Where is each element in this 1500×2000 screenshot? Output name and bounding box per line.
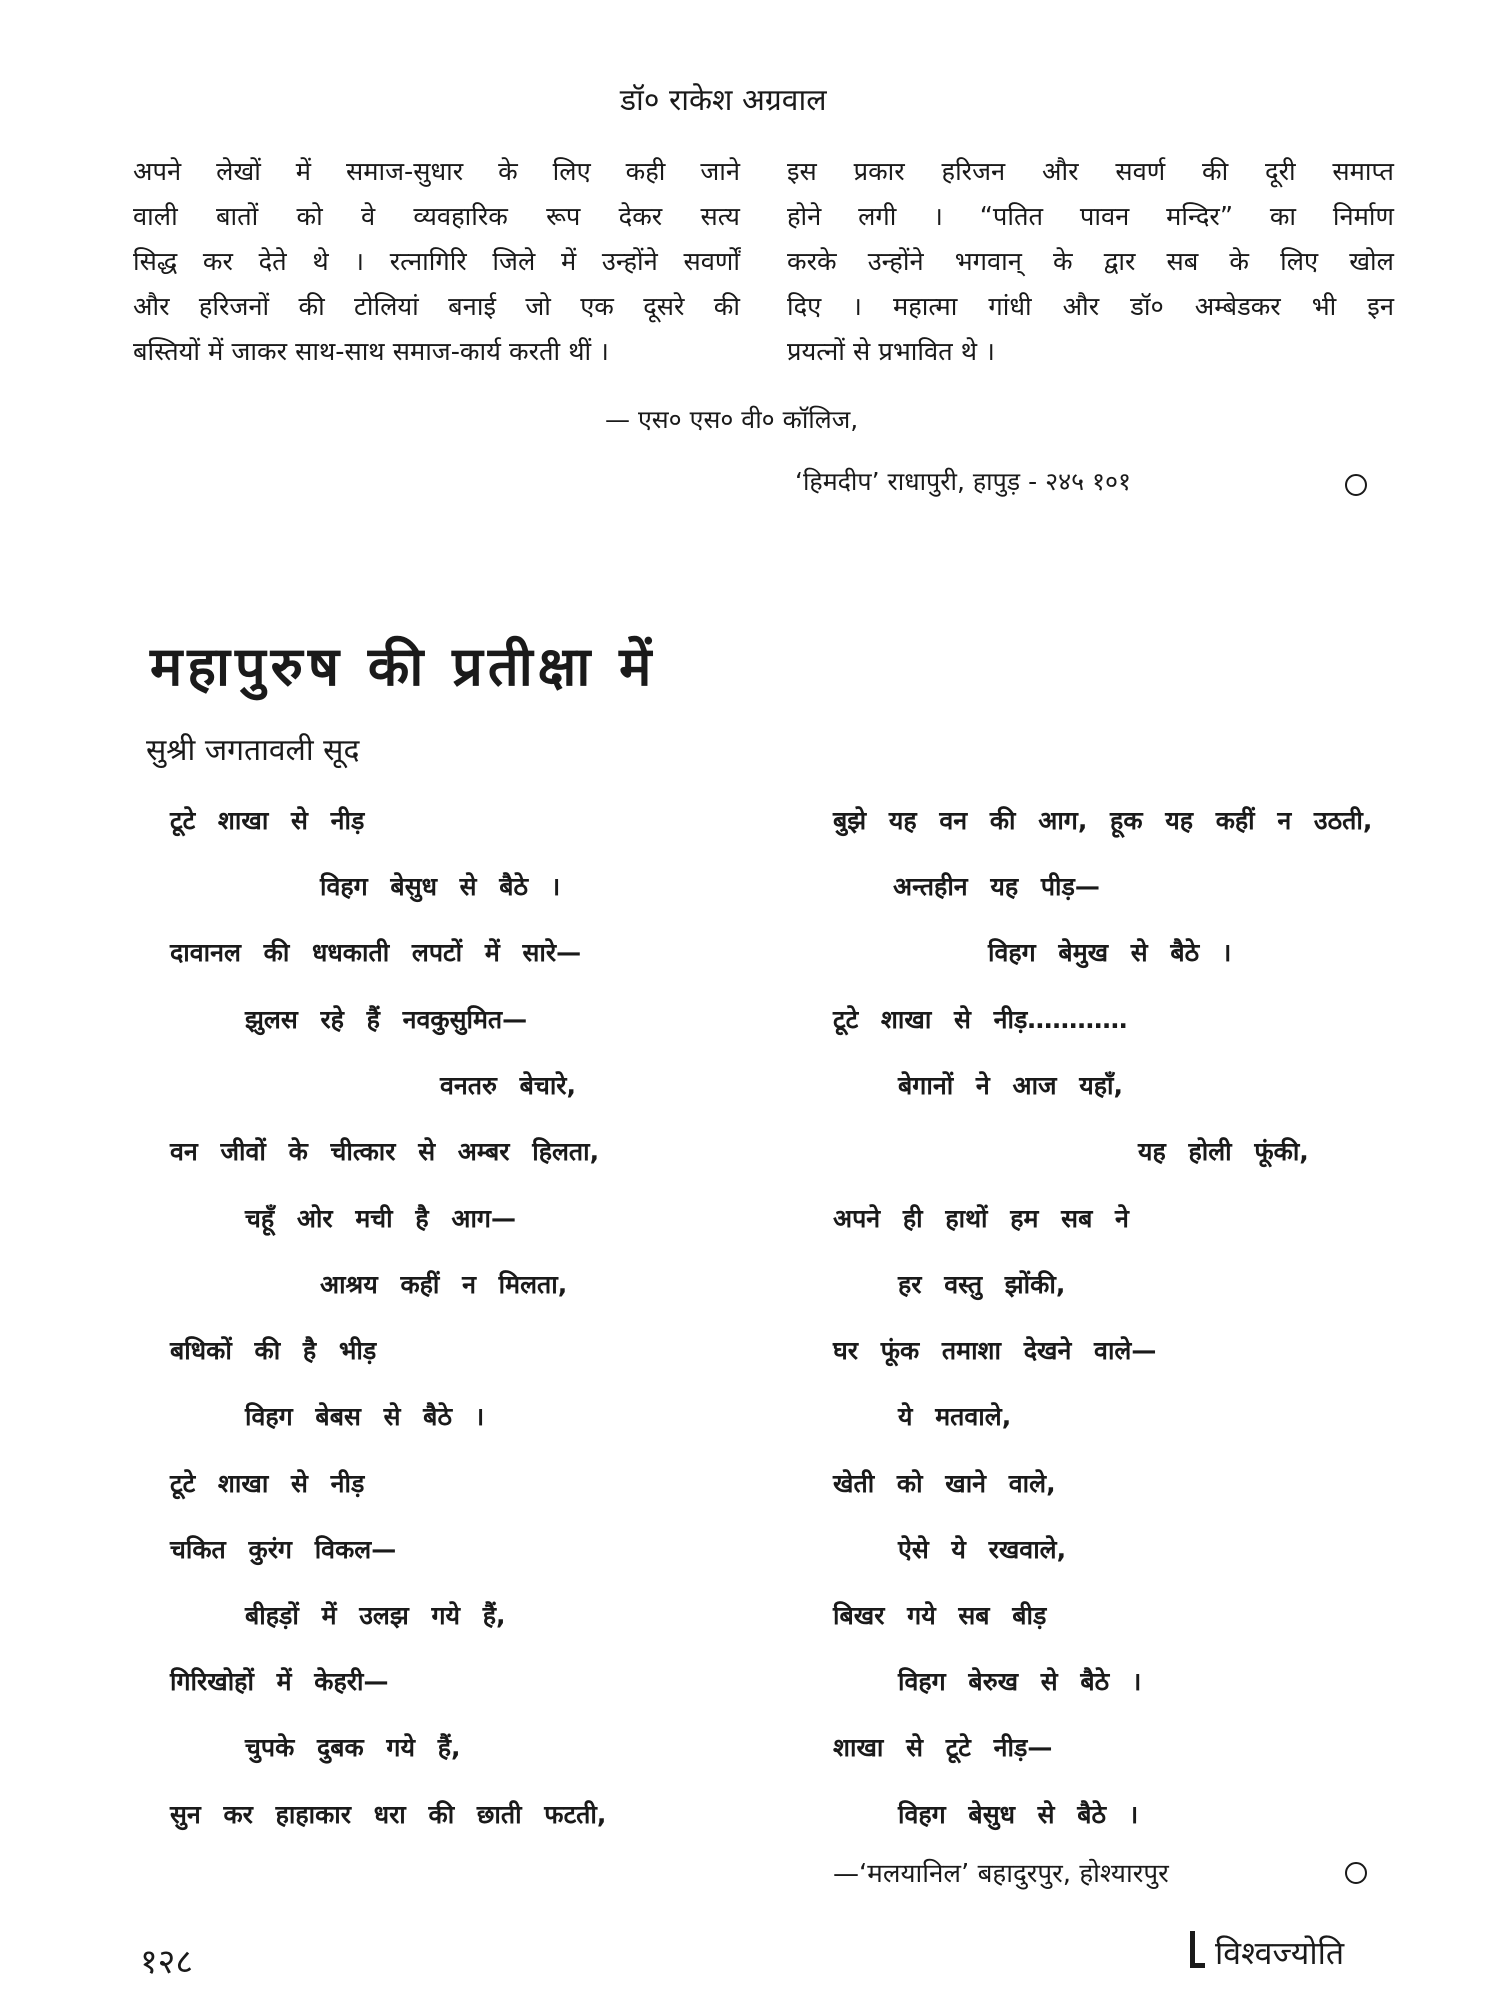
poem-line: खेती को खाने वाले, [833,1469,1056,1498]
poem-line: चुपके दुबक गये हैं, [245,1733,461,1762]
paragraph-line: और हरिजनों की टोलियां बनाई जो एक दूसरे की [133,292,740,322]
poem-line: टूटे शाखा से नीड़ [170,806,365,835]
poem-line: अपने ही हाथों हम सब ने [833,1204,1129,1233]
poem-line: विहग बेमुख से बैठे । [988,938,1232,967]
poem-line: हर वस्तु झोंकी, [898,1270,1066,1299]
poem-line: चकित कुरंग विकल— [170,1535,397,1564]
address-text: ‘हिमदीप’ राधापुरी, हापुड़ - २४५ १०१ [795,467,1132,496]
article-author: डॉ० राकेश अग्रवाल [620,83,827,118]
poem-end-circle-icon [1345,1862,1367,1884]
author-affiliation-college: — एस० एस० वी० कॉलिज, [605,405,859,434]
poem-line: बेगानों ने आज यहाँ, [898,1071,1124,1100]
article-column-right [787,150,1394,375]
poem-line: शाखा से टूटे नीड़— [833,1733,1053,1762]
journal-title: विश्वज्योति [1215,1934,1345,1972]
paragraph-line: सिद्ध कर देते थे । रत्नागिरि जिले में उन्होंने सवर्णों [133,247,740,277]
poem-title: महापुरुष की प्रतीक्षा में [150,635,657,698]
paragraph-line: प्रयत्नों से प्रभावित थे । [787,337,995,367]
poem-line: विहग बेरुख से बैठे । [898,1667,1142,1696]
poem-line: आश्रय कहीं न मिलता, [320,1270,568,1299]
paragraph-line: वाली बातों को वे व्यवहारिक रूप देकर सत्य [133,202,740,232]
poem-line: यह होली फूंकी, [1138,1137,1309,1166]
poem-poet: सुश्री जगतावली सूद [146,733,360,768]
poem-line: गिरिखोहों में केहरी— [170,1667,389,1696]
poem-line: बधिकों की है भीड़ [170,1336,377,1365]
poem-line: ऐसे ये रखवाले, [898,1535,1067,1564]
paragraph-line: दिए । महात्मा गांधी और डॉ० अम्बेडकर भी इन [787,292,1394,322]
poem-closing-place: —‘मलयानिल’ बहादुरपुर, होश्यारपुर [833,1859,1169,1889]
poem-line: अन्तहीन यह पीड़— [893,872,1100,901]
poem-line: बुझे यह वन की आग, हूक यह कहीं न उठती, [833,806,1373,835]
paragraph-line: इस प्रकार हरिजन और सवर्ण की दूरी समाप्त [787,157,1394,187]
paragraph-line: करके उन्होंने भगवान् के द्वार सब के लिए खोल [787,247,1394,277]
end-mark-circle-icon [1345,474,1367,496]
journal-name [1190,1931,1344,1974]
article-column-left [133,150,740,375]
bracket-icon [1190,1931,1205,1968]
paragraph-line: होने लगी । “पतित पावन मन्दिर” का निर्माण [787,202,1394,232]
poem-line: वन जीवों के चीत्कार से अम्बर हिलता, [170,1137,600,1166]
poem-line: टूटे शाखा से नीड़ [170,1469,365,1498]
paragraph-line: अपने लेखों में समाज-सुधार के लिए कही जाने [133,157,740,187]
poem-line: विहग बेसुध से बैठे । [320,872,561,901]
poem-line: ये मतवाले, [898,1402,1012,1431]
poem-line: टूटे शाखा से नीड़………… [833,1005,1128,1034]
page-number: १२८ [140,1942,194,1982]
poem-line: बिखर गये सब बीड़ [833,1601,1047,1630]
poem-line: घर फूंक तमाशा देखने वाले— [833,1336,1157,1365]
poem-line: विहग बेबस से बैठे । [245,1402,485,1431]
author-affiliation-address [795,464,1131,498]
poem-line: झुलस रहे हैं नवकुसुमित— [245,1005,528,1034]
poem-line: वनतरु बेचारे, [440,1071,577,1100]
poem-line: सुन कर हाहाकार धरा की छाती फटती, [170,1800,607,1829]
poem-line: विहग बेसुध से बैठे । [898,1800,1139,1829]
poem-line: दावानल की धधकाती लपटों में सारे— [170,938,582,967]
poem-line: बीहड़ों में उलझ गये हैं, [245,1601,506,1630]
paragraph-line: बस्तियों में जाकर साथ-साथ समाज-कार्य करती थीं । [133,337,609,367]
poem-line: चहूँ ओर मची है आग— [245,1204,516,1233]
